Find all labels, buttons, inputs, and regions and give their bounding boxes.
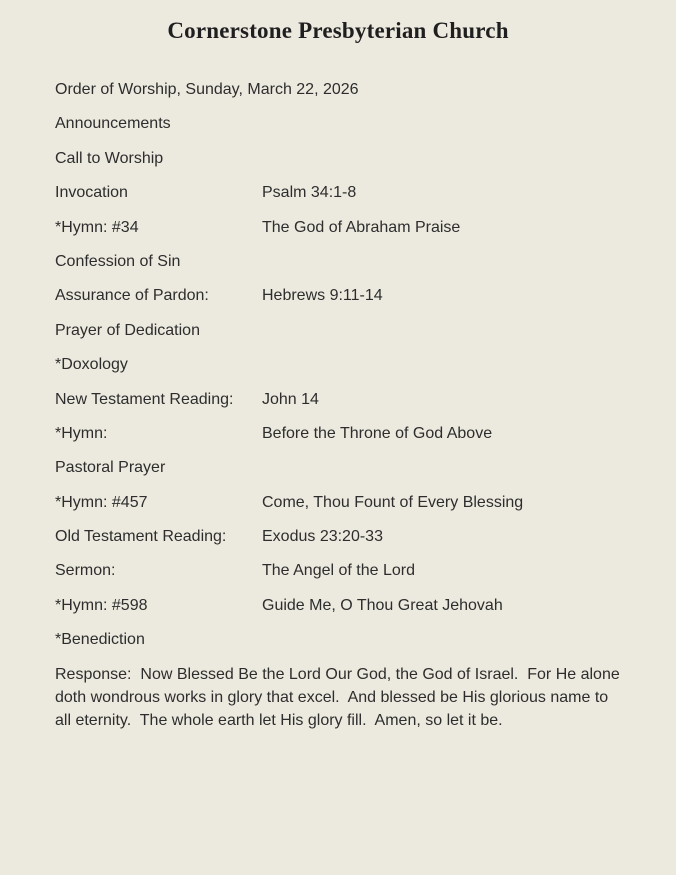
program-row xyxy=(55,319,626,342)
program-item-value: Come, Thou Fount of Every Blessing xyxy=(262,493,524,511)
program-item-value: Guide Me, O Thou Great Jehovah xyxy=(262,596,503,614)
program-row xyxy=(55,147,626,170)
program-row xyxy=(55,594,626,617)
program-item-label: Confession of Sin xyxy=(55,252,181,270)
program-row xyxy=(55,78,626,101)
program-row xyxy=(55,284,626,307)
program-row xyxy=(55,422,626,445)
program-row xyxy=(55,628,626,651)
program-item-label: Invocation xyxy=(55,184,128,202)
program-item-label: Announcements xyxy=(55,115,171,133)
program-item-value: Hebrews 9:11-14 xyxy=(262,287,383,305)
order-of-worship-list xyxy=(55,78,626,732)
program-row xyxy=(55,388,626,411)
program-item-value: The Angel of the Lord xyxy=(262,562,415,580)
program-item-label: *Hymn: xyxy=(55,424,108,442)
program-item-value: The God of Abraham Praise xyxy=(262,218,461,236)
program-item-value: Exodus 23:20-33 xyxy=(262,528,383,546)
program-row xyxy=(55,112,626,135)
program-row xyxy=(55,181,626,204)
program-row xyxy=(55,250,626,273)
program-item-label: Old Testament Reading: xyxy=(55,528,227,546)
program-row xyxy=(55,559,626,582)
program-row xyxy=(55,456,626,479)
program-item-label: Assurance of Pardon: xyxy=(55,287,209,305)
program-row xyxy=(55,216,626,239)
program-row xyxy=(55,491,626,514)
program-item-label: *Doxology xyxy=(55,356,128,374)
program-item-label: *Benediction xyxy=(55,631,145,649)
program-item-label: Prayer of Dedication xyxy=(55,321,200,339)
program-item-label: *Hymn: #34 xyxy=(55,218,139,236)
program-item-label: New Testament Reading: xyxy=(55,390,234,408)
program-item-label: Sermon: xyxy=(55,562,116,580)
document-title: Cornerstone Presbyterian Church xyxy=(167,18,509,43)
program-row xyxy=(55,525,626,548)
program-item-value: John 14 xyxy=(262,390,319,408)
program-item-value: Psalm 34:1-8 xyxy=(262,184,357,202)
program-item-label: *Hymn: #457 xyxy=(55,493,148,511)
program-item-label: Pastoral Prayer xyxy=(55,459,166,477)
program-item-label: *Hymn: #598 xyxy=(55,596,148,614)
program-item-label: Call to Worship xyxy=(55,149,164,167)
program-item-label: Order of Worship, Sunday, March 22, 2026 xyxy=(55,81,359,98)
response-text: Response: Now Blessed Be the Lord Our God, the God of Israel. For He alone doth wondrous works in glory that excel. And blessed be His glorious name to all eternity. The whole earth let His glory fill. Amen, so let it be. xyxy=(55,665,625,729)
program-item-value: Before the Throne of God Above xyxy=(262,424,493,442)
program-row xyxy=(55,353,626,376)
